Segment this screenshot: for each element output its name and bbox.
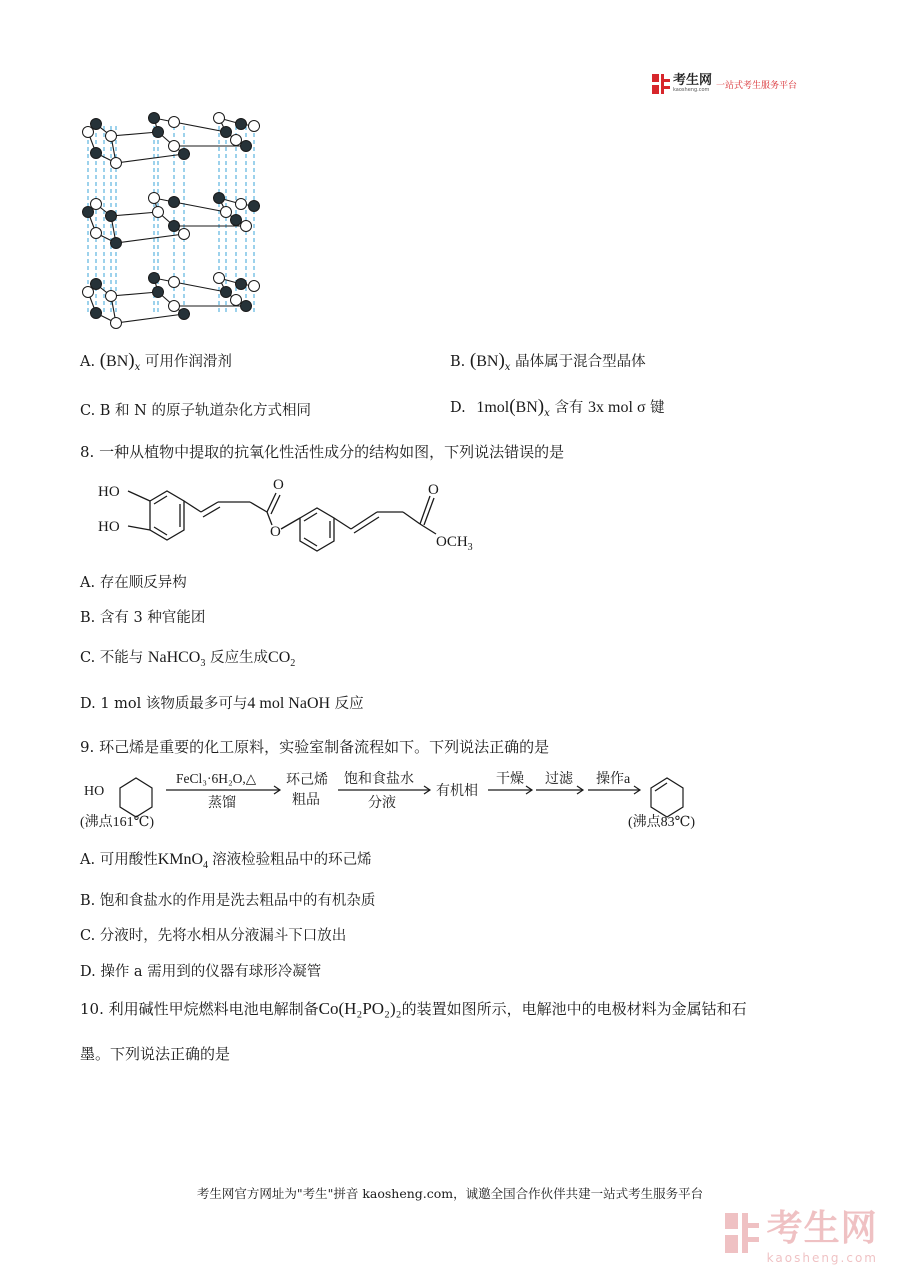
flow-step2-bottom: 分液	[368, 796, 396, 811]
n-atom	[241, 141, 252, 152]
q8-option-a[interactable]: A. 存在顺反异构	[80, 575, 187, 591]
n-atom	[91, 308, 102, 319]
bn-crystal-structure-figure	[78, 108, 263, 330]
q9-option-b[interactable]: B. 饱和食盐水的作用是洗去粗品中的有机杂质	[80, 893, 376, 909]
watermark-text: 考生网	[766, 1208, 878, 1249]
kaosheng-logo-icon	[652, 74, 670, 94]
flow-prod2: 有机相	[436, 784, 478, 799]
flow-step1-bottom: 蒸馏	[208, 796, 236, 811]
n-atom	[241, 301, 252, 312]
watermark	[725, 1200, 878, 1265]
q8-option-b[interactable]: B. 含有 3 种官能团	[80, 610, 206, 626]
q7-option-c[interactable]: C. B 和 N 的原子轨道杂化方式相同	[80, 403, 311, 419]
b-atom	[153, 207, 164, 218]
ho-label-2: HO	[98, 519, 120, 535]
bn-bond	[116, 314, 184, 323]
n-atom	[169, 197, 180, 208]
b-atom	[169, 277, 180, 288]
q7-option-b[interactable]: B. $(BN)_x$ 晶体属于混合型晶体	[450, 350, 646, 373]
b-atom	[111, 318, 122, 329]
n-atom	[149, 273, 160, 284]
flow-end-bp: (沸点83℃)	[628, 815, 695, 830]
n-atom	[111, 238, 122, 249]
n-atom	[231, 215, 242, 226]
logo-url: kaosheng.com	[673, 87, 710, 93]
q8-option-d[interactable]: D. 1 mol 该物质最多可与4 mol NaOH 反应	[80, 695, 364, 712]
n-atom	[91, 119, 102, 130]
b-atom	[214, 113, 225, 124]
q9-option-a[interactable]: A. 可用酸性KMnO$_4$ 溶液检验粗品中的环己烯	[80, 851, 372, 871]
q8-molecule-drawing	[90, 470, 500, 562]
b-atom	[111, 158, 122, 169]
header-logo[interactable]	[652, 72, 797, 96]
b-atom	[179, 229, 190, 240]
b-atom	[106, 291, 117, 302]
carbonyl-o-label-1: O	[273, 477, 284, 493]
b-atom	[169, 301, 180, 312]
n-atom	[221, 287, 232, 298]
cyclohexanol-ring	[120, 778, 152, 817]
b-atom	[249, 121, 260, 132]
q7-option-a[interactable]: A. $(BN)_x$ 可用作润滑剂	[80, 350, 232, 373]
b-atom	[106, 131, 117, 142]
och3-label: $OCH_3$	[436, 534, 473, 553]
n-atom	[179, 309, 190, 320]
b-atom	[231, 135, 242, 146]
flow-step5-top: 操作a	[596, 772, 631, 787]
carbonyl-o-label-2: O	[428, 482, 439, 498]
cyclohexene-ring	[651, 778, 683, 817]
footer-text: 考生网官方网址为"考生"拼音 kaosheng.com，诚邀全国合作伙伴共建一站式考生服务平台	[196, 1186, 704, 1201]
logo-name: 考生网	[673, 73, 713, 88]
watermark-logo-icon	[725, 1213, 759, 1253]
flow-step1-top: FeCl₃·6H₂O,△	[176, 771, 257, 786]
q9-option-c[interactable]: C. 分液时，先将水相从分液漏斗下口放出	[80, 928, 347, 944]
bn-bond	[111, 132, 158, 136]
n-atom	[91, 279, 102, 290]
n-atom	[169, 221, 180, 232]
ester-o-label: O	[270, 524, 281, 540]
b-atom	[241, 221, 252, 232]
b-atom	[169, 141, 180, 152]
flow-step4-top: 过滤	[545, 772, 573, 787]
benzene-ring-1	[150, 491, 184, 540]
ho-label-1: HO	[98, 484, 120, 500]
b-atom	[249, 281, 260, 292]
q9-option-d[interactable]: D. 操作 a 需用到的仪器有球形冷凝管	[80, 964, 322, 980]
q9-flow-diagram	[80, 762, 720, 834]
n-atom	[249, 201, 260, 212]
b-atom	[91, 228, 102, 239]
bn-bond	[111, 292, 158, 296]
n-atom	[236, 279, 247, 290]
b-atom	[231, 295, 242, 306]
flow-step2-top: 饱和食盐水	[344, 772, 414, 787]
benzene-ring-2	[300, 508, 334, 551]
flow-start-bp: (沸点161℃)	[80, 815, 154, 830]
n-atom	[149, 113, 160, 124]
q8-stem: 8. 一种从植物中提取的抗氧化性活性成分的结构如图，下列说法错误的是	[80, 443, 565, 461]
n-atom	[91, 148, 102, 159]
n-atom	[153, 127, 164, 138]
q10-stem-line1: 10. 利用碱性甲烷燃料电池电解制备Co(H₂PO₂)₂的装置如图所示，电解池中的电极材料为金属钴和石	[80, 999, 747, 1018]
n-atom	[106, 211, 117, 222]
n-atom	[221, 127, 232, 138]
q9-stem: 9. 环己烯是重要的化工原料，实验室制备流程如下。下列说法正确的是	[80, 738, 550, 756]
watermark-url: kaosheng.com	[766, 1251, 878, 1265]
b-atom	[236, 199, 247, 210]
n-atom	[214, 193, 225, 204]
n-atom	[179, 149, 190, 160]
q7-option-d[interactable]: D. $1mol(BN)_x$ 含有 3x mol σ 键	[450, 396, 665, 419]
b-atom	[169, 117, 180, 128]
flow-ho-label: HO	[84, 784, 105, 799]
flow-prod1-line1: 环己烯	[286, 773, 328, 788]
q8-option-c[interactable]: C. 不能与 NaHCO$_3$ 反应生成$CO_2$	[80, 649, 296, 669]
flow-prod1-line2: 粗品	[292, 793, 320, 808]
b-atom	[214, 273, 225, 284]
q10-stem-line2: 墨。下列说法正确的是	[80, 1045, 231, 1063]
b-atom	[149, 193, 160, 204]
flow-step3-top: 干燥	[496, 772, 524, 787]
b-atom	[221, 207, 232, 218]
n-atom	[236, 119, 247, 130]
b-atom	[91, 199, 102, 210]
header-slogan: 一站式考生服务平台	[716, 80, 798, 91]
n-atom	[153, 287, 164, 298]
bn-bond	[111, 212, 158, 216]
